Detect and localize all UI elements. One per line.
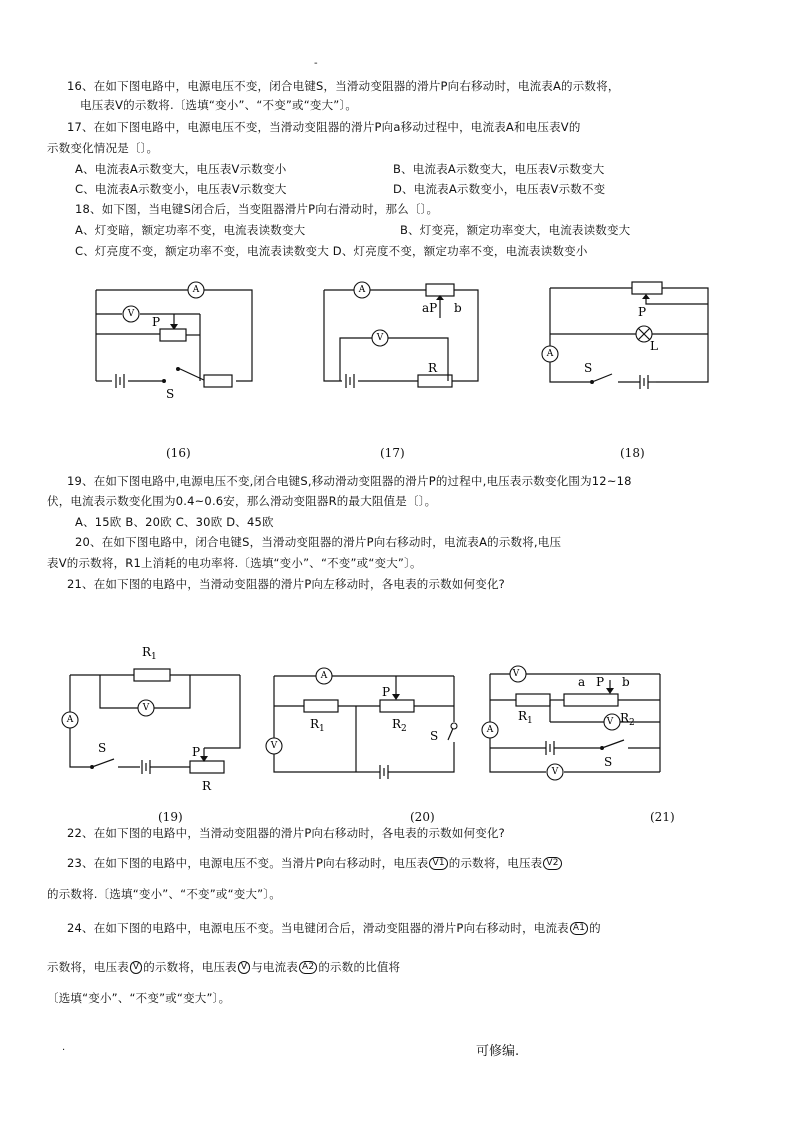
ammeter-label: A — [546, 349, 554, 359]
switch-s-label: S — [604, 755, 613, 769]
q19-options: A、15欧 B、20欧 C、30欧 D、45欧 — [75, 515, 274, 529]
slider-p-label: P — [152, 315, 161, 329]
caption-17: (17) — [380, 446, 405, 460]
q23-text-b: 的示数将，电压表 — [448, 856, 543, 870]
q19-line1: 19、在如下图电路中,电源电压不变,闭合电键S,移动滑动变阻器的滑片P的过程中,电压表示数变化围为12~18 — [67, 474, 632, 488]
a2-meter-symbol: A2 — [299, 961, 317, 974]
v1-label: V — [512, 669, 520, 679]
caption-19: (19) — [158, 810, 183, 824]
q24-text-a: 24、在如下图的电路中，电源电压不变。当电键闭合后，滑动变阻器的滑片P向右移动时，电流表 — [67, 921, 569, 935]
v1-meter-symbol: V1 — [429, 857, 447, 870]
caption-16: (16) — [166, 446, 191, 460]
q16-line1: 16、在如下图电路中，电源电压不变，闭合电键S，当滑动变阻器的滑片P向右移动时，电流表A的示数将， — [67, 79, 620, 93]
q24-text-e: 与电流表 — [251, 960, 299, 974]
q18-option-b: B、灯变亮，额定功率变大，电流表读数变大 — [400, 223, 631, 237]
circuit-16-diagram — [90, 278, 260, 401]
footer-dot: . — [62, 1042, 66, 1053]
terminal-a-label: a — [578, 675, 586, 689]
switch-s-label: S — [166, 387, 175, 401]
q19-line2: 伏，电流表示数变化围为0.4~0.6安，那么滑动变阻器R的最大阻值是〔〕。 — [47, 494, 437, 508]
voltmeter-label: V — [127, 309, 135, 319]
slider-p-label: P — [638, 305, 647, 319]
q17-line2: 示数变化情况是〔〕。 — [47, 141, 159, 155]
q18-option-cd: C、灯亮度不变，额定功率不变，电流表读数变大 D、灯亮度不变，额定功率不变，电流表读数变小 — [75, 244, 588, 258]
q24-text-c: 示数将，电压表 — [47, 960, 129, 974]
q23-line1 — [67, 856, 563, 870]
v2-label: V — [606, 717, 614, 727]
a1-meter-symbol: A1 — [570, 922, 588, 935]
q17-option-b: B、电流表A示数变大，电压表V示数变大 — [393, 162, 605, 176]
r2-label: $R_2$ — [620, 711, 635, 728]
r1-label: $R_1$ — [518, 709, 533, 726]
voltmeter-label: V — [376, 333, 384, 343]
q21-line1: 21、在如下图的电路中，当滑动变阻器的滑片P向左移动时，各电表的示数如何变化? — [67, 577, 505, 591]
circuit-20-diagram — [260, 660, 460, 790]
r2-label: $R_2$ — [392, 717, 407, 734]
q20-line1: 20、在如下图电路中，闭合电键S，当滑动变阻器的滑片P向右移动时，电流表A的示数将,电压 — [75, 535, 562, 549]
switch-s-label: S — [584, 361, 593, 375]
circuit-19-diagram — [58, 640, 258, 793]
circuit-18-diagram — [540, 278, 715, 393]
r1-label: $R_1$ — [310, 717, 325, 734]
q24-line3: 〔选填“变小”、“不变”或“变大”〕。 — [47, 991, 231, 1005]
caption-21: (21) — [650, 810, 675, 824]
q17-line1: 17、在如下图电路中，电源电压不变，当滑动变阻器的滑片P向a移动过程中，电流表A和电压表V的 — [67, 120, 581, 134]
q16-line2: 电压表V的示数将.〔选填“变小”、“不变”或“变大”〕。 — [80, 98, 358, 112]
r1-label: $R_1$ — [142, 645, 157, 662]
ammeter-label: A — [192, 285, 200, 295]
q22-line1: 22、在如下图的电路中，当滑动变阻器的滑片P向右移动时，各电表的示数如何变化? — [67, 826, 505, 840]
circuit-17-diagram — [318, 278, 488, 388]
ammeter-label: A — [486, 725, 494, 735]
slider-p-label: P — [192, 745, 201, 759]
q20-line2: 表V的示数将，R1上消耗的电功率将.〔选填“变小”、“不变”或“变大”〕。 — [47, 556, 422, 570]
q18-option-a: A、灯变暗，额定功率不变，电流表读数变大 — [75, 223, 306, 237]
q17-option-c: C、电流表A示数变小，电压表V示数变大 — [75, 182, 287, 196]
switch-s-label: S — [430, 729, 439, 743]
resistor-r-label: R — [428, 361, 438, 375]
terminal-b-label: b — [454, 301, 462, 315]
voltmeter-label: V — [551, 767, 559, 777]
ammeter-label: A — [66, 715, 74, 725]
lamp-l-label: L — [650, 339, 658, 353]
q18-line1: 18、如下图，当电键S闭合后，当变阻器滑片P向右滑动时，那么〔〕。 — [75, 202, 439, 216]
q23-text-a: 23、在如下图的电路中，电源电压不变。当滑片P向右移动时，电压表 — [67, 856, 429, 870]
top-mark: - — [314, 58, 318, 69]
footer-text: 可修编. — [476, 1044, 520, 1059]
v2-meter-symbol: V2 — [543, 857, 561, 870]
terminal-b-label: b — [622, 675, 630, 689]
q24-line2 — [47, 960, 400, 974]
resistor-r-label: R — [202, 779, 212, 793]
ammeter-label: A — [358, 285, 366, 295]
v-meter-symbol-2: V — [238, 961, 250, 974]
switch-s-label: S — [98, 741, 107, 755]
ammeter-label: A — [320, 671, 328, 681]
q24-text-d: 的示数将，电压表 — [143, 960, 237, 974]
slider-p-label: P — [382, 685, 391, 699]
q24-text-b: 的 — [589, 921, 601, 935]
q17-option-d: D、电流表A示数变小，电压表V示数不变 — [393, 182, 606, 196]
slider-p-label: P — [596, 675, 605, 689]
q24-text-f: 的示数的比值将 — [318, 960, 401, 974]
voltmeter-label: V — [270, 741, 278, 751]
q24-line1 — [67, 921, 601, 935]
q17-option-a: A、电流表A示数变大，电压表V示数变小 — [75, 162, 287, 176]
caption-20: (20) — [410, 810, 435, 824]
slider-ap-label: aP — [422, 301, 438, 315]
v-meter-symbol: V — [130, 961, 142, 974]
q23-line2: 的示数将.〔选填“变小”、“不变”或“变大”〕。 — [47, 887, 281, 901]
circuit-21-diagram — [480, 660, 670, 785]
voltmeter-label: V — [142, 703, 150, 713]
caption-18: (18) — [620, 446, 645, 460]
